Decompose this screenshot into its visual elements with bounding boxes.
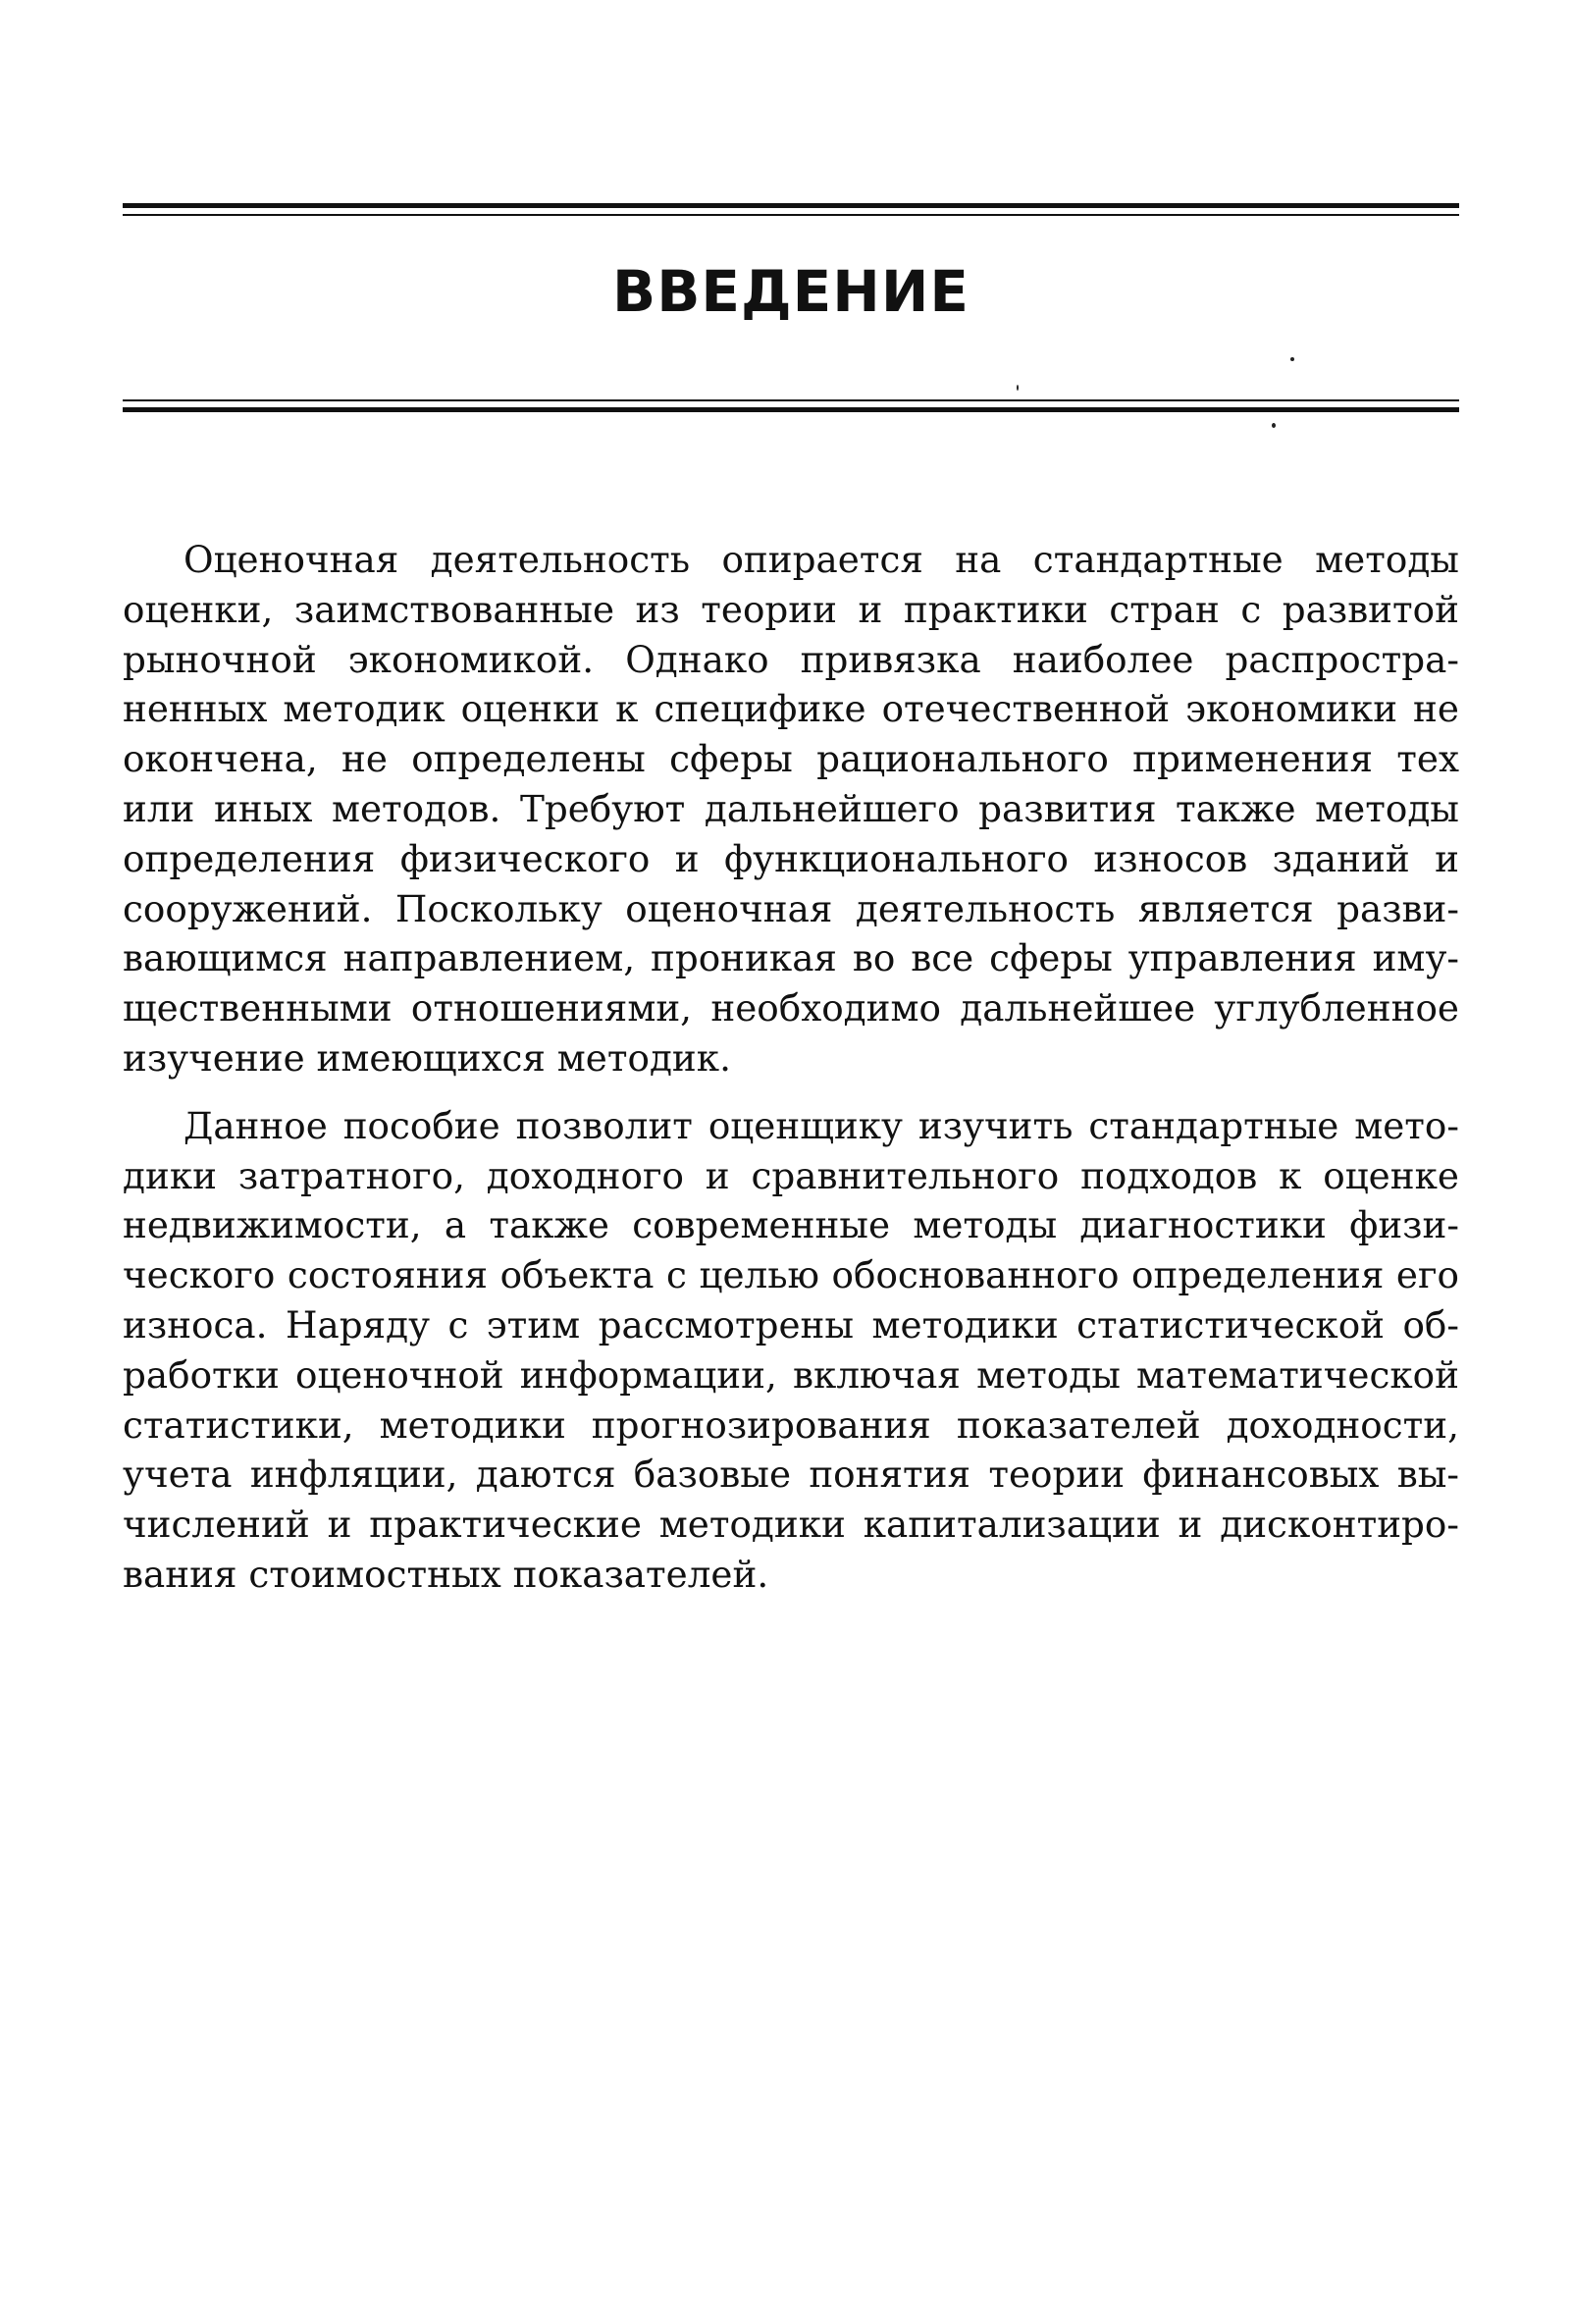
- scan-speck: [1017, 385, 1019, 391]
- paragraph: Данное пособие позволит оценщику изучить стандартные методики затратного, доходного и сравнительного подходов к оценке недвижимости, а также современные методы диагностики физического состояния объекта с целью обоснованного определения его износа. Наряду с этим рассмотрены методики статистической обработки оценочной информации, включая методы математической статистики, методики прогнозирования показателей доходности, учета инфляции, даются базовые понятия теории финансовых вычислений и практические методики капитализации и дисконтирования стоимостных показателей.: [123, 1103, 1459, 1596]
- rule-line: [123, 407, 1459, 412]
- body-text: [123, 535, 1459, 1617]
- header-rule-top: [123, 203, 1459, 216]
- rule-line: [123, 214, 1459, 216]
- chapter-title: ВВЕДЕНИЕ: [611, 258, 969, 325]
- scan-speck: [1290, 357, 1294, 361]
- paragraph: Оценочная деятельность опирается на стандартные методы оценки, заимствованные из теории и практики стран с развитой рыночной экономикой. Однако привязка наиболее распространенных методик оценки к специфике отечественной экономики не окончена, не определены сферы рационального применения тех или иных методов. Требуют дальнейшего развития также методы определения физического и функционального износов зданий и сооружений. Поскольку оценочная деятельность является развивающимся направлением, проникая во все сферы управления имущественными отношениями, необходимо дальнейшее углубленное изучение имеющихся методик.: [123, 538, 1459, 1080]
- header-rule-bottom: [123, 399, 1459, 412]
- scan-speck: [1272, 423, 1276, 428]
